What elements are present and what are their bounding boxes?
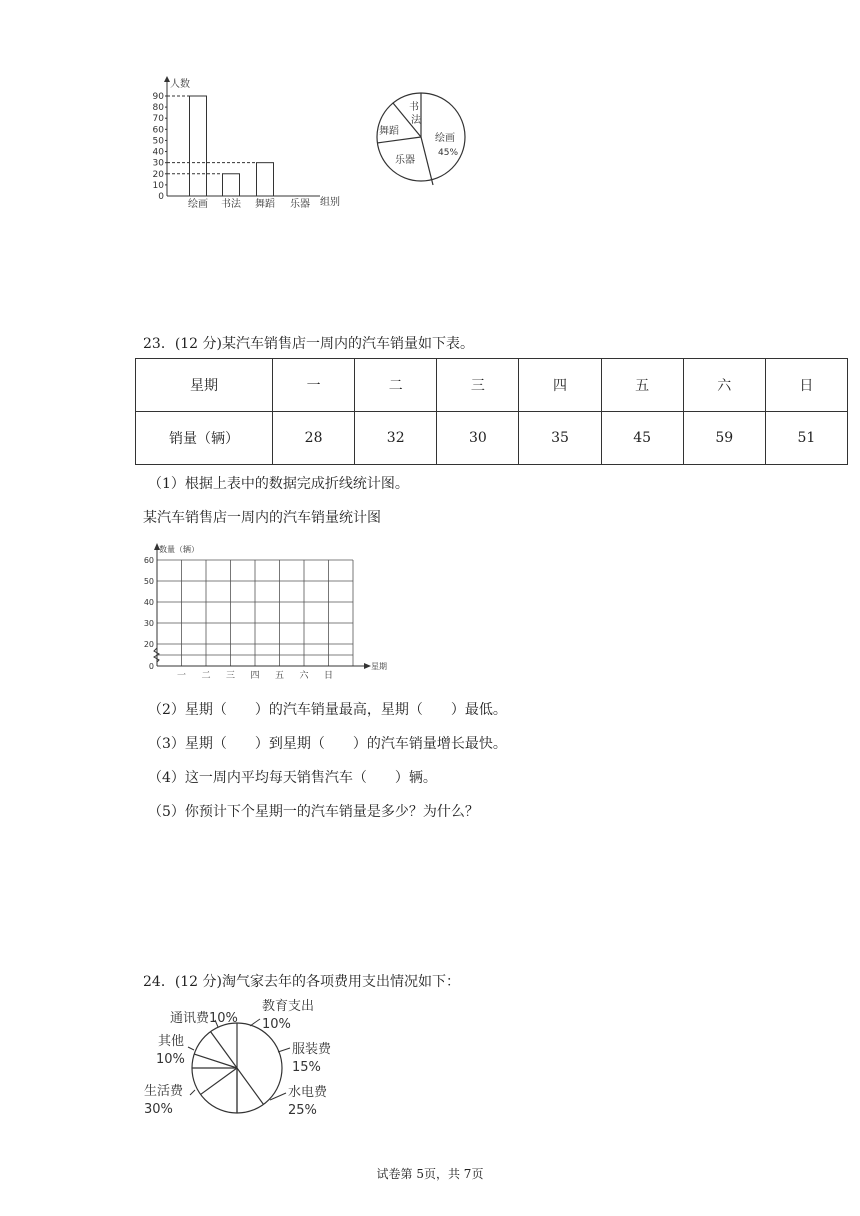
sales-cell: 45 (601, 412, 683, 465)
q22-bar-chart (135, 70, 355, 215)
q24-pie-chart (140, 995, 360, 1125)
y-tick-label: 40 (143, 598, 154, 607)
pie-spoke (211, 1032, 237, 1068)
q22-pie-chart (370, 90, 480, 190)
x-axis-label: 星期 (371, 662, 387, 671)
y-tick-label: 60 (152, 125, 164, 136)
q23-sub1: （1）根据上表中的数据完成折线统计图。 (148, 476, 409, 492)
sales-cell: 59 (683, 412, 765, 465)
y-tick-label: 80 (152, 103, 164, 114)
bar (257, 163, 274, 196)
x-tick-label: 五 (274, 671, 285, 681)
pie-label-shufa-2: 法 (411, 115, 421, 126)
day-cell: 五 (601, 359, 683, 412)
label-shenghuo: 生活费 (144, 1084, 184, 1099)
x-tick-label: 四 (250, 671, 260, 681)
q24-title: 24．(12 分)淘气家去年的各项费用支出情况如下： (143, 974, 461, 990)
y-tick-label: 20 (152, 169, 164, 180)
label-tongxun: 通讯费10% (170, 1011, 238, 1026)
y-tick-label: 50 (152, 136, 164, 147)
y-tick-label: 60 (143, 556, 154, 565)
sales-cell: 51 (765, 412, 847, 465)
y-tick-label: 30 (143, 619, 154, 628)
x-tick-label: 舞蹈 (255, 199, 275, 210)
bar (223, 174, 240, 196)
y-tick-label: 0 (148, 662, 154, 671)
y-tick-label: 50 (143, 577, 154, 586)
q23-line-chart-grid (140, 540, 400, 685)
day-cell: 四 (519, 359, 601, 412)
label-qita-pct: 10% (156, 1052, 185, 1067)
pie-spoke (194, 1054, 237, 1068)
leader-line (250, 1019, 260, 1026)
q23-sub3: （3）星期（ ）到星期（ ）的汽车销量增长最快。 (148, 736, 507, 752)
label-shuidian-pct: 25% (288, 1103, 317, 1118)
q23-sales-table (135, 358, 848, 465)
x-tick-label: 六 (299, 671, 309, 681)
pie-label-huihua: 绘画 (435, 133, 455, 144)
q23-sub5: （5）你预计下个星期一的汽车销量是多少？为什么？ (148, 804, 479, 820)
q23-title: 23．(12 分)某汽车销售店一周内的汽车销量如下表。 (143, 336, 475, 352)
day-cell: 二 (355, 359, 437, 412)
y-axis-label: 人数 (170, 79, 190, 90)
row-header-day: 星期 (136, 359, 273, 412)
x-axis-label: 组别 (320, 197, 340, 208)
x-tick-label: 一 (176, 671, 187, 681)
sales-cell: 30 (437, 412, 519, 465)
label-shuidian: 水电费 (288, 1085, 328, 1100)
y-tick-label: 40 (152, 147, 164, 158)
sales-cell: 35 (519, 412, 601, 465)
table-row (136, 412, 848, 465)
pie-label-shufa-1: 书 (409, 102, 419, 113)
sales-cell: 32 (355, 412, 437, 465)
y-tick-label: 70 (152, 114, 164, 125)
bar (190, 96, 207, 196)
day-cell: 一 (273, 359, 355, 412)
y-tick-label: 30 (152, 158, 164, 169)
pie-label-yueqi: 乐器 (395, 155, 415, 166)
label-fuzhuang-pct: 15% (292, 1060, 321, 1075)
sales-cell: 28 (273, 412, 355, 465)
x-tick-label: 二 (201, 671, 211, 681)
y-tick-label: 90 (152, 92, 164, 102)
q23-sub2: （2）星期（ ）的汽车销量最高，星期（ ）最低。 (148, 702, 507, 718)
leader-line (188, 1047, 194, 1050)
label-jiaoyu-pct: 10% (262, 1017, 291, 1032)
leader-line (278, 1048, 290, 1052)
day-cell: 三 (437, 359, 519, 412)
label-fuzhuang: 服装费 (292, 1042, 332, 1057)
label-shenghuo-pct: 30% (144, 1102, 173, 1117)
label-qita: 其他 (158, 1034, 185, 1049)
y-tick-label: 20 (143, 640, 154, 649)
y-tick-label: 10 (152, 180, 164, 191)
y-axis-label: 数量（辆） (159, 545, 199, 554)
x-tick-label: 书法 (221, 199, 241, 210)
table-row (136, 359, 848, 412)
label-jiaoyu: 教育支出 (262, 999, 315, 1014)
leader-line (190, 1090, 195, 1095)
page-footer: 试卷第 5页，共 7页 (376, 1167, 484, 1181)
pie-label-huihua-pct: 45% (438, 148, 459, 158)
x-tick-label: 绘画 (188, 199, 208, 210)
pie-spoke (201, 1068, 237, 1094)
q23-sub4: （4）这一周内平均每天销售汽车（ ）辆。 (148, 770, 437, 786)
day-cell: 六 (683, 359, 765, 412)
pie-spoke (237, 1068, 263, 1104)
day-cell: 日 (765, 359, 847, 412)
pie-label-wudao: 舞蹈 (379, 126, 399, 137)
x-tick-label: 三 (225, 671, 236, 681)
x-tick-label: 乐器 (290, 199, 310, 210)
x-tick-label: 日 (323, 671, 334, 681)
row-header-sales: 销量（辆） (136, 412, 273, 465)
y-tick-label: 0 (158, 192, 164, 202)
q23-chart-caption: 某汽车销售店一周内的汽车销量统计图 (143, 510, 381, 526)
